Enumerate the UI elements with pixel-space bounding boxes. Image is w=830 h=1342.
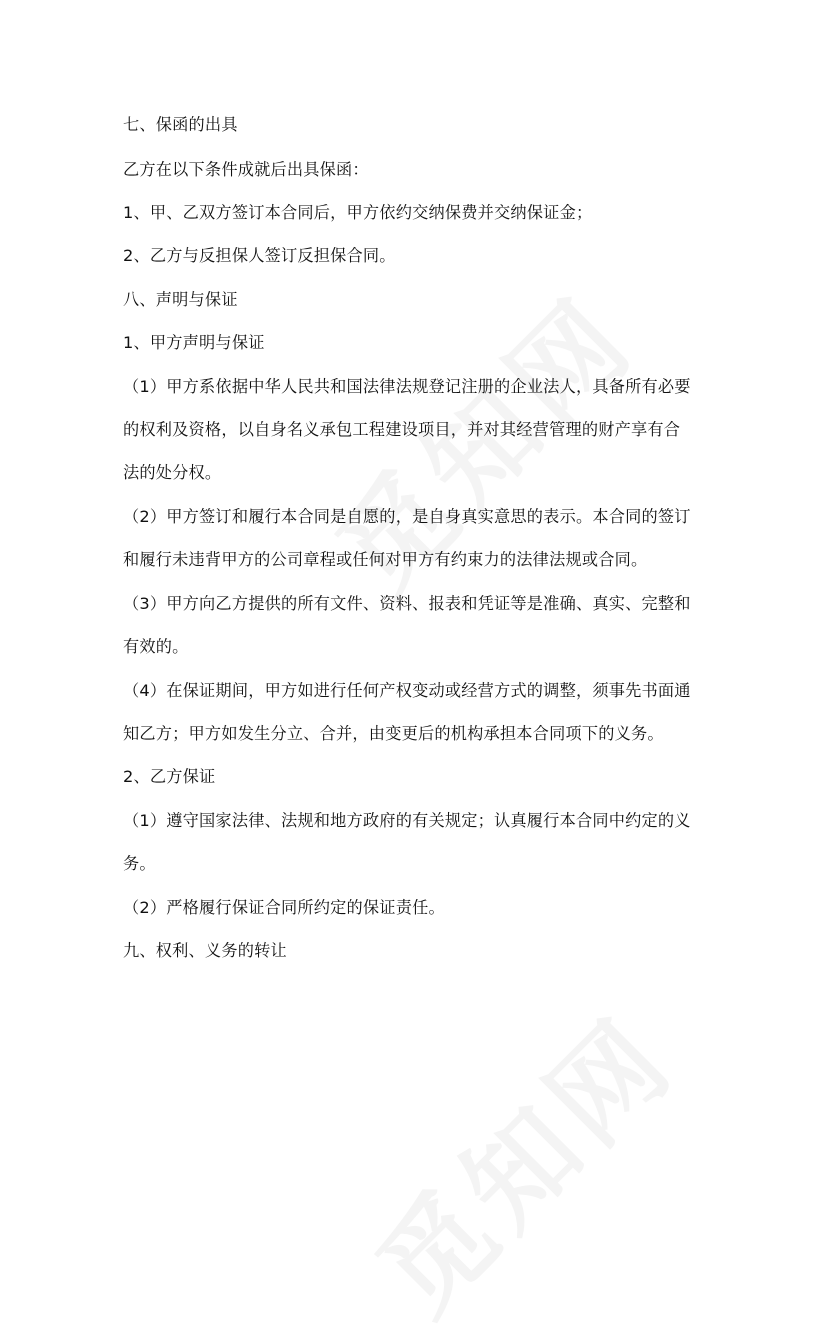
paragraph-line: （1）甲方系依据中华人民共和国法律法规登记注册的企业法人，具备所有必要 xyxy=(123,377,691,396)
subsection-heading: 1、甲方声明与保证 xyxy=(123,333,265,352)
paragraph-line: （2）严格履行保证合同所约定的保证责任。 xyxy=(123,898,445,917)
watermark-text-bottom xyxy=(337,976,703,1342)
paragraph-line: 乙方在以下条件成就后出具保函： xyxy=(123,160,369,179)
paragraph-line: 有效的。 xyxy=(123,637,189,656)
paragraph-line: 和履行未违背甲方的公司章程或任何对甲方有约束力的法律法规或合同。 xyxy=(123,550,648,569)
paragraph-line: （2）甲方签订和履行本合同是自愿的，是自身真实意思的表示。本合同的签订 xyxy=(123,507,691,526)
paragraph-line: （1）遵守国家法律、法规和地方政府的有关规定；认真履行本合同中约定的义 xyxy=(123,811,691,830)
section-heading-7: 七、保函的出具 xyxy=(123,115,238,134)
paragraph-line: 务。 xyxy=(123,854,156,873)
paragraph-line: （3）甲方向乙方提供的所有文件、资料、报表和凭证等是准确、真实、完整和 xyxy=(123,594,691,613)
paragraph-line: 的权利及资格，以自身名义承包工程建设项目，并对其经营管理的财产享有合 xyxy=(123,420,681,439)
paragraph-line: 知乙方；甲方如发生分立、合并，由变更后的机构承担本合同项下的义务。 xyxy=(123,724,664,743)
paragraph-line: 2、乙方与反担保人签订反担保合同。 xyxy=(123,246,396,265)
paragraph-line: 1、甲、乙双方签订本合同后，甲方依约交纳保费并交纳保证金； xyxy=(123,203,593,222)
paragraph-line: 法的处分权。 xyxy=(123,463,222,482)
section-heading-8: 八、声明与保证 xyxy=(123,290,238,309)
subsection-heading: 2、乙方保证 xyxy=(123,767,216,786)
paragraph-line: （4）在保证期间，甲方如进行任何产权变动或经营方式的调整，须事先书面通 xyxy=(123,681,691,700)
section-heading-9: 九、权利、义务的转让 xyxy=(123,941,287,960)
